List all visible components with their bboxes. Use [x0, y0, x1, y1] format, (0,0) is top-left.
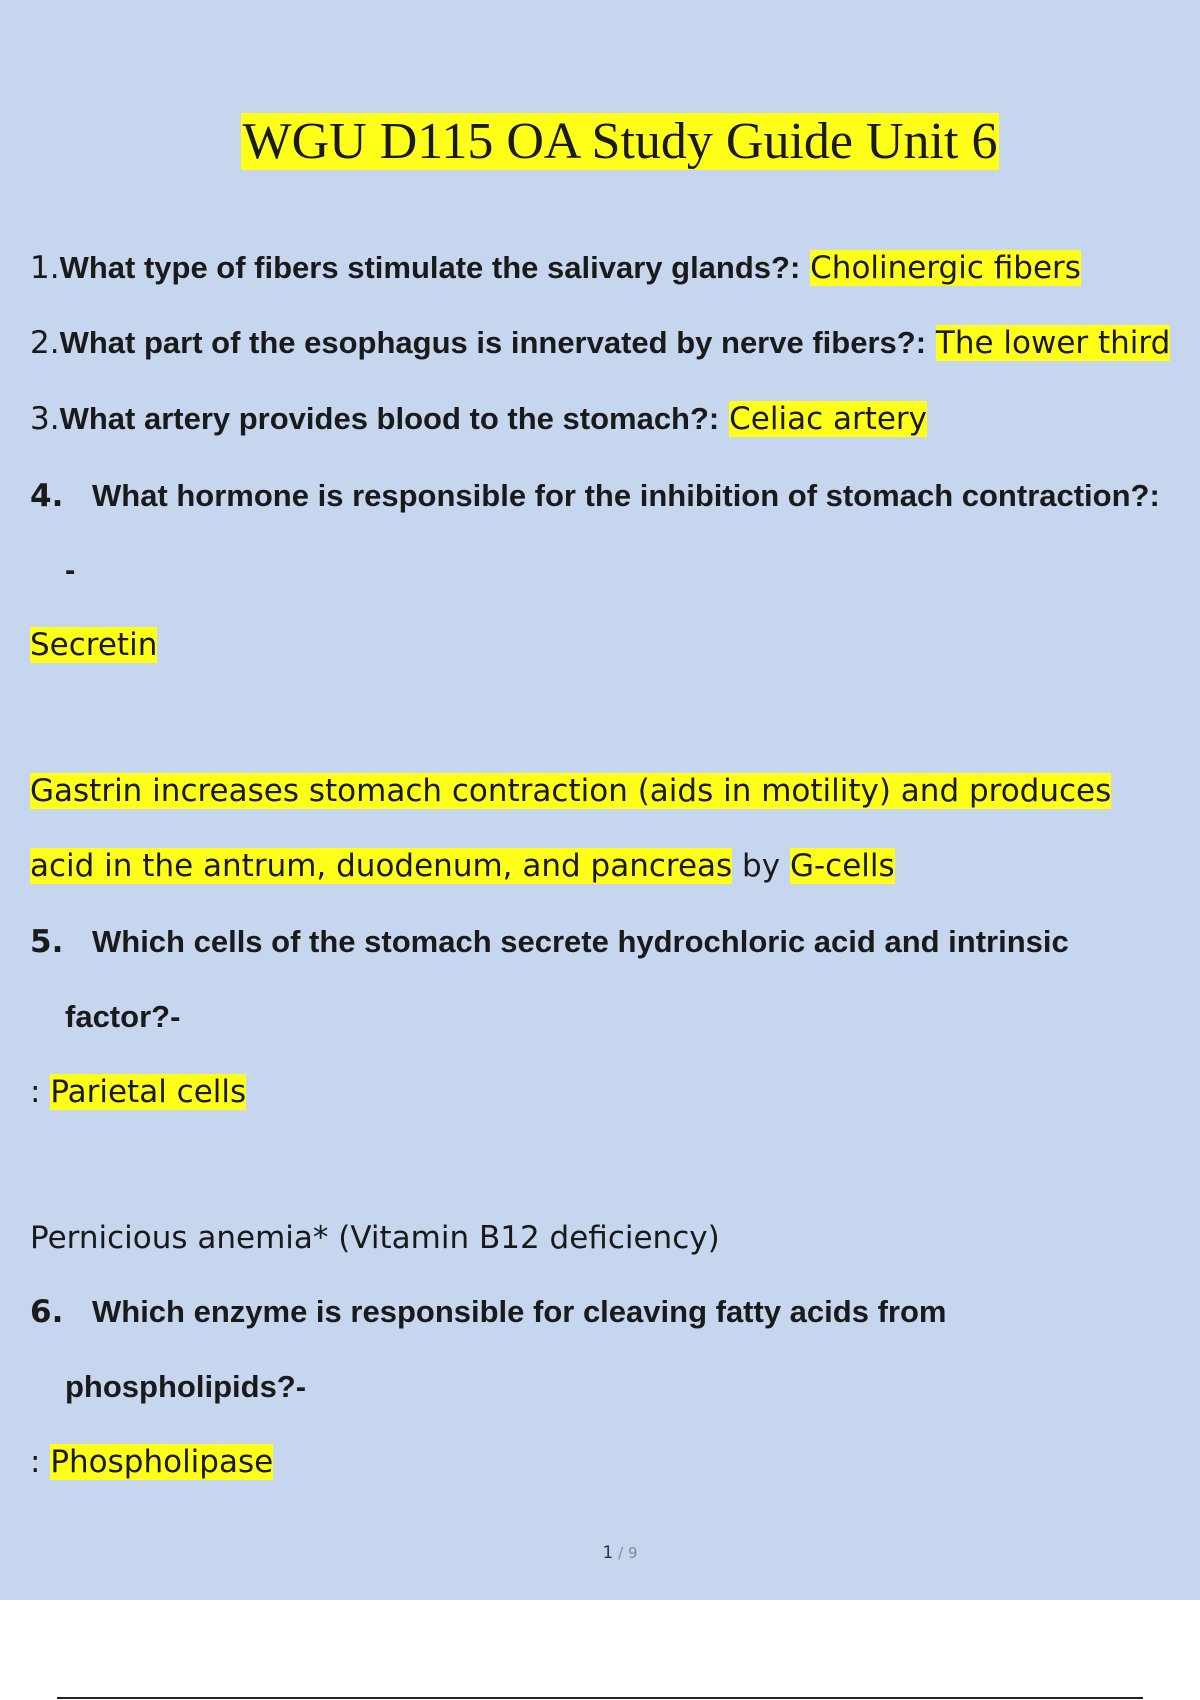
question-item-3 [30, 399, 927, 439]
answer-prefix: : [30, 1444, 51, 1480]
question-text: What part of the esophagus is innervated by nerve fibers?: [59, 325, 927, 360]
question-text: Which enzyme is responsible for cleaving fatty acids from [92, 1294, 947, 1329]
note-text-highlight: acid in the antrum, duodenum, and pancreas [30, 848, 733, 884]
item-number: 2. [30, 325, 60, 361]
answer-dash: - [65, 552, 76, 587]
item-number: 6. [30, 1294, 64, 1330]
item-number: 3. [30, 401, 60, 437]
answer-text: Cholinergic fibers [810, 250, 1081, 286]
note-text: Gastrin increases stomach contraction (aids in motility) and produces [30, 773, 1112, 809]
question-item-6 [30, 1292, 946, 1332]
answer-text: Secretin [30, 627, 158, 663]
question-text: What artery provides blood to the stomach?: [59, 401, 720, 436]
answer-prefix: : [30, 1074, 51, 1110]
note-text-plain: by [732, 848, 790, 884]
question-item-1 [30, 248, 1081, 288]
question-item-2 [30, 323, 1170, 363]
answer-text: Parietal cells [50, 1074, 247, 1110]
note-line-2 [30, 846, 895, 886]
question-text: What type of fibers stimulate the salivary glands?: [59, 250, 801, 285]
answer-text: The lower third [935, 325, 1171, 361]
note-line-5 [30, 1218, 720, 1258]
page-title [0, 110, 1200, 174]
item-number: 5. [30, 924, 64, 960]
question-text: What hormone is responsible for the inhibition of stomach contraction?: [92, 478, 1160, 513]
question-text: Which cells of the stomach secrete hydrochloric acid and intrinsic [92, 924, 1069, 959]
item-number: 4. [30, 478, 64, 514]
total-pages: 9 [627, 1544, 638, 1562]
page-divider [57, 1697, 1143, 1699]
question-item-4 [30, 476, 1160, 516]
page-separator: / [613, 1544, 628, 1562]
note-text-highlight-2: G-cells [789, 848, 895, 884]
item-number: 1. [30, 250, 60, 286]
current-page: 1 [602, 1543, 614, 1563]
question-item-6-line-2 [65, 1367, 306, 1407]
answer-text: Celiac artery [729, 401, 928, 437]
answer-line-4 [30, 625, 157, 665]
page-indicator [0, 1543, 1200, 1563]
answer-line-6 [30, 1442, 273, 1482]
question-text: factor?- [65, 999, 181, 1034]
question-item-5 [30, 922, 1069, 962]
note-line-1 [30, 771, 1111, 811]
question-item-5-line-2 [65, 997, 180, 1037]
question-text: phospholipids?- [65, 1369, 307, 1404]
answer-text: Phospholipase [50, 1444, 274, 1480]
note-text: Pernicious anemia* (Vitamin B12 deficiency) [30, 1220, 720, 1256]
answer-line-5 [30, 1072, 246, 1112]
page-title-text: WGU D115 OA Study Guide Unit 6 [242, 113, 998, 170]
